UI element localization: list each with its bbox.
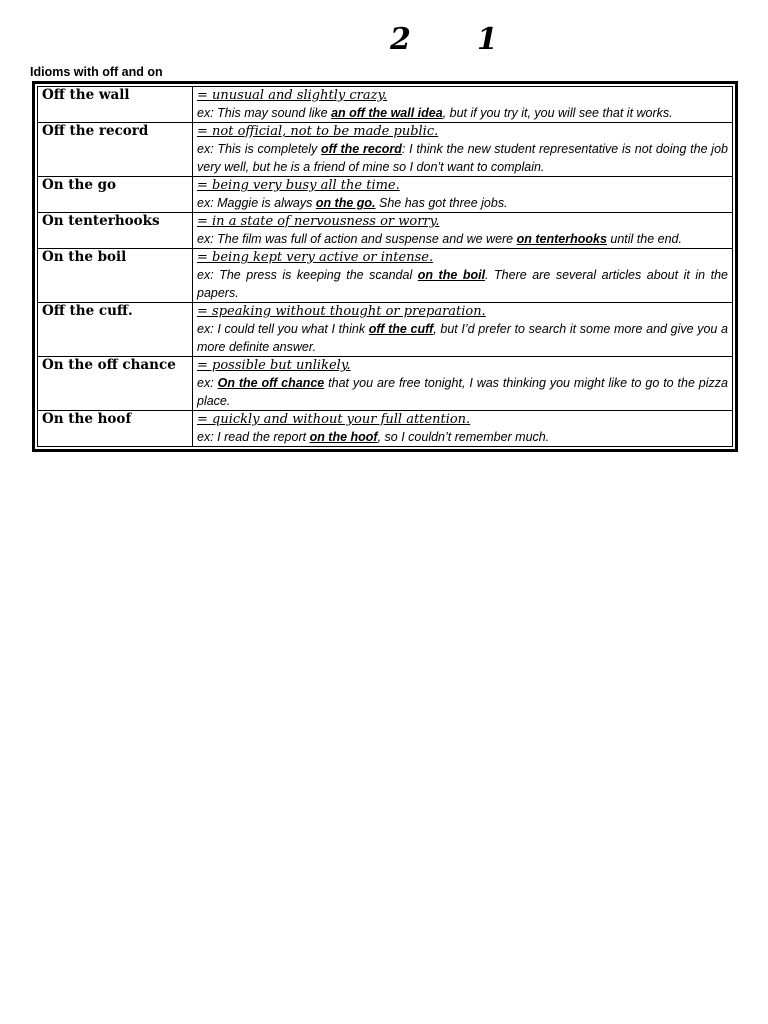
- idiom-definition: = unusual and slightly crazy.: [197, 88, 388, 103]
- idiom-description: [193, 177, 733, 213]
- idiom-example: [197, 320, 728, 356]
- table-row: [38, 411, 733, 447]
- table-row: [38, 177, 733, 213]
- idiom-description: [193, 411, 733, 447]
- idiom-example: [197, 428, 728, 446]
- idiom-definition: = quickly and without your full attention.: [197, 412, 471, 427]
- example-text: , but if you try it, you will see that it works.: [442, 106, 673, 120]
- idiom-description: [193, 123, 733, 177]
- idiom-term: Off the cuff.: [38, 303, 193, 357]
- idiom-description: [193, 303, 733, 357]
- example-text: ex: I could tell you what I think: [197, 322, 369, 336]
- idiom-description: [193, 213, 733, 249]
- example-idiom-highlight: on tenterhooks: [516, 232, 607, 246]
- example-text: ex: This is completely: [197, 142, 322, 156]
- idiom-definition: = possible but unlikely.: [197, 358, 351, 373]
- example-text: ex:: [197, 376, 218, 390]
- example-text: . There are several articles about it in the papers.: [197, 268, 728, 300]
- idiom-example: [197, 194, 728, 212]
- page-number-digit: 2: [390, 22, 411, 57]
- idiom-example: [197, 266, 728, 302]
- idiom-example: [197, 230, 728, 248]
- example-text: ex: The press is keeping the scandal: [197, 268, 418, 282]
- example-text: ex: This may sound like: [197, 106, 332, 120]
- example-idiom-highlight: on the go.: [315, 196, 376, 210]
- section-title: Idioms with off and on: [30, 65, 163, 79]
- page-number-digit: 1: [476, 22, 498, 57]
- table-row: [38, 213, 733, 249]
- page-number: [390, 22, 498, 57]
- idiom-term: On tenterhooks: [38, 213, 193, 249]
- example-idiom-highlight: on the boil: [417, 268, 486, 282]
- example-text: until the end.: [606, 232, 682, 246]
- example-idiom-highlight: off the cuff: [368, 322, 434, 336]
- idiom-definition: = being kept very active or intense.: [197, 250, 434, 265]
- example-idiom-highlight: On the off chance: [217, 376, 325, 390]
- idiom-description: [193, 357, 733, 411]
- example-text: She has got three jobs.: [375, 196, 508, 210]
- example-idiom-highlight: on the hoof: [309, 430, 378, 444]
- idiom-term: On the off chance: [38, 357, 193, 411]
- idiom-definition: = in a state of nervousness or worry.: [197, 214, 440, 229]
- idiom-example: [197, 374, 728, 410]
- idiom-example: [197, 140, 728, 176]
- idiom-definition: = not official, not to be made public.: [197, 124, 439, 139]
- example-text: , but I’d prefer to search it some more and give you a more definite answer.: [197, 322, 728, 354]
- table-row: [38, 249, 733, 303]
- example-idiom-highlight: off the record: [321, 142, 402, 156]
- example-idiom-highlight: an off the wall idea: [331, 106, 443, 120]
- example-text: ex: I read the report: [197, 430, 310, 444]
- idiom-example: [197, 104, 728, 122]
- idiom-term: Off the wall: [38, 87, 193, 123]
- idiom-term: On the boil: [38, 249, 193, 303]
- idiom-definition: = being very busy all the time.: [197, 178, 400, 193]
- example-text: ex: The film was full of action and suspense and we were: [197, 232, 517, 246]
- idiom-term: On the hoof: [38, 411, 193, 447]
- table-row: [38, 123, 733, 177]
- example-text: ex: Maggie is always: [197, 196, 316, 210]
- idioms-table-body: [38, 87, 733, 447]
- example-text: that you are free tonight, I was thinking you might like to go to the pizza place.: [197, 376, 728, 408]
- idiom-term: On the go: [38, 177, 193, 213]
- idioms-table: [37, 86, 733, 447]
- example-text: , so I couldn’t remember much.: [377, 430, 550, 444]
- table-row: [38, 303, 733, 357]
- idioms-table-frame: [32, 81, 738, 452]
- table-row: [38, 87, 733, 123]
- idiom-term: Off the record: [38, 123, 193, 177]
- idiom-definition: = speaking without thought or preparation.: [197, 304, 486, 319]
- idiom-description: [193, 87, 733, 123]
- table-row: [38, 357, 733, 411]
- example-text: : I think the new student representative is not doing the job very well, but he is a friend of mine so I don’t want to complain.: [197, 142, 728, 174]
- idiom-description: [193, 249, 733, 303]
